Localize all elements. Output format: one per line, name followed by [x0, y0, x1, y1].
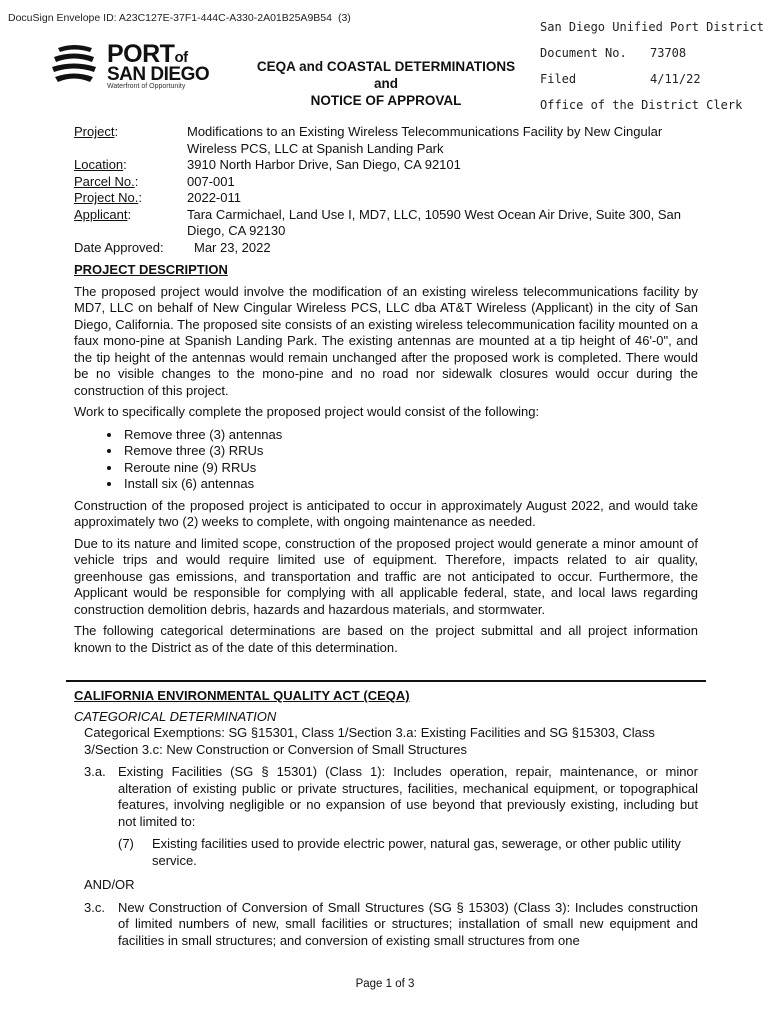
projectno-value: 2022-011: [187, 190, 241, 205]
parcel-label: Parcel No.: [74, 173, 135, 189]
project-metadata: [74, 124, 704, 256]
work-list-item: • Reroute nine (9) RRUs: [122, 460, 698, 477]
stamp-district: San Diego Unified Port District: [540, 20, 764, 34]
stamp-filed-value: 4/11/22: [650, 72, 701, 86]
meta-projectno-row: Project No.: 2022-011: [74, 190, 704, 207]
ceqa-item-3a: [74, 764, 698, 830]
section-divider: [66, 680, 706, 682]
title-line-1: CEQA and COASTAL DETERMINATIONS: [256, 59, 516, 74]
applicant-label: Applicant: [74, 206, 128, 222]
subitem-7-text: Existing facilities used to provide electric power, natural gas, sewerage, or other public utility service.: [152, 836, 681, 868]
project-value: Modifications to an Existing Wireless Telecommunications Facility by New Cingular Wireless PCS, LLC at Spanish Landing Park: [187, 124, 663, 156]
location-label: Location: [74, 157, 124, 172]
ceqa-heading: CALIFORNIA ENVIRONMENTAL QUALITY ACT (CEQA): [74, 688, 410, 703]
logo-tagline: Waterfront of Opportunity: [107, 83, 186, 90]
ceqa-exemptions: Categorical Exemptions: SG §15301, Class 1/Section 3.a: Existing Facilities and SG §15303, Class 3/Section 3.c: New Construction or Conversion of Small Structures: [84, 725, 655, 757]
description-paragraph-4: Due to its nature and limited scope, construction of the proposed project would generate a minor amount of vehicle trips and would require limited use of equipment. Therefore, impacts related to air quality, greenhouse gas emissions, and transportation and traffic are not anticipated to occur. Furthermore, the Applicant would be responsible for complying with all applicable federal, state, and local laws regarding construction demolition debris, hazards and hazardous materials, and stormwater.: [74, 535, 698, 617]
subitem-7-number: (7): [118, 836, 134, 851]
description-paragraph-2: Work to specifically complete the proposed project would consist of the following:: [74, 404, 540, 419]
ceqa-subheading: CATEGORICAL DETERMINATION: [74, 708, 277, 724]
date-value: Mar 23, 2022: [194, 239, 271, 255]
work-list-item: • Remove three (3) antennas: [122, 427, 698, 444]
parcel-value: 007-001: [187, 173, 235, 189]
title-line-2: and: [373, 76, 398, 91]
meta-location-row: Location: 3910 North Harbor Drive, San Diego, CA 92101: [74, 157, 704, 174]
port-of-san-diego-logo: [52, 42, 222, 92]
meta-applicant-row: Applicant: Tara Carmichael, Land Use I, MD7, LLC, 10590 West Ocean Air Drive, Suite 300, San Diego, CA 92130: [74, 207, 704, 240]
meta-parcel-row: Parcel No.: 007-001: [74, 174, 704, 191]
description-heading: PROJECT DESCRIPTION: [74, 262, 228, 277]
applicant-value: Tara Carmichael, Land Use I, MD7, LLC, 10590 West Ocean Air Drive, Suite 300, San Diego, CA 92130: [187, 206, 681, 238]
stamp-doc-value: 73708: [650, 46, 687, 60]
logo-of: of: [174, 49, 188, 66]
item-3a-number: 3.a.: [84, 764, 106, 779]
document-title: [250, 58, 522, 109]
meta-date-row: Date Approved: Mar 23, 2022: [74, 240, 704, 257]
projectno-label: Project No.: [74, 190, 139, 205]
description-paragraph-1: The proposed project would involve the modification of an existing wireless telecommunications facility by MD7, LLC on behalf of New Cingular Wireless PCS, LLC dba AT&T Wireless (Applicant) in the city of San Diego, California. The proposed site consists of an existing wireless telecommunication facility mounted on a faux mono-pine at Spanish Landing Park. The existing antennas are mounted at a tip height of 46'-0", and the tip height of the antennas would remain unchanged after the proposed work is completed. There would be no visible changes to the mono-pine and no road nor sidewalk closures would occur during the construction of this project.: [74, 283, 698, 398]
item-3a-text: Existing Facilities (SG § 15301) (Class 1): Includes operation, repair, maintenance, or minor alteration of existing public or private structures, facilities, mechanical equipment, or topographical features, involving negligible or no expansion of use beyond that previously existing, including but not limited to:: [118, 764, 698, 829]
ceqa-section: [74, 688, 698, 949]
work-list-item: • Install six (6) antennas: [122, 476, 698, 493]
ceqa-item-3c: [74, 900, 698, 950]
docusign-envelope-id: [8, 12, 351, 24]
logo-port: PORT: [107, 40, 175, 68]
page-number: Page 1 of 3: [355, 978, 415, 990]
work-list: [74, 427, 698, 493]
envelope-id-text: DocuSign Envelope ID: A23C127E-37F1-444C-A330-2A01B25A9B54: [8, 12, 332, 24]
project-label: Project: [74, 124, 115, 139]
stamp-office: Office of the District Clerk: [540, 98, 743, 112]
description-paragraph-5: The following categorical determinations are based on the project submittal and all project information known to the District as of the date of this determination.: [74, 623, 698, 655]
date-label: Date Approved: [74, 239, 161, 255]
stamp-filed-label: Filed: [540, 72, 577, 86]
item-3c-text: New Construction of Conversion of Small Structures (SG § 15303) (Class 3): Includes construction of limited numbers of new, small facilities or structures; installation of small new equipment and facilities in small structures; and conversion of existing small structures from one: [118, 899, 698, 948]
logo-san-diego: SAN DIEGO: [107, 64, 210, 85]
title-line-3: NOTICE OF APPROVAL: [310, 93, 462, 108]
wave-stripes-icon: [52, 42, 96, 88]
item-3c-number: 3.c.: [84, 899, 105, 915]
location-value: 3910 North Harbor Drive, San Diego, CA 92101: [187, 157, 461, 172]
clerk-stamp: [540, 14, 765, 118]
envelope-page-ref: (3): [337, 12, 351, 24]
project-description-section: [74, 262, 698, 656]
description-paragraph-3: Construction of the proposed project is anticipated to occur in approximately August 2022, and would take approximately two (2) weeks to complete, with ongoing maintenance as needed.: [74, 497, 698, 529]
stamp-doc-label: Document No.: [540, 46, 627, 60]
work-list-item: • Remove three (3) RRUs: [122, 443, 698, 460]
meta-project-row: Project: Modifications to an Existing Wireless Telecommunications Facility by New Cingular Wireless PCS, LLC at Spanish Landing Park: [74, 124, 704, 157]
ceqa-andor: AND/OR: [84, 877, 135, 892]
ceqa-subitem-7: [74, 836, 698, 869]
